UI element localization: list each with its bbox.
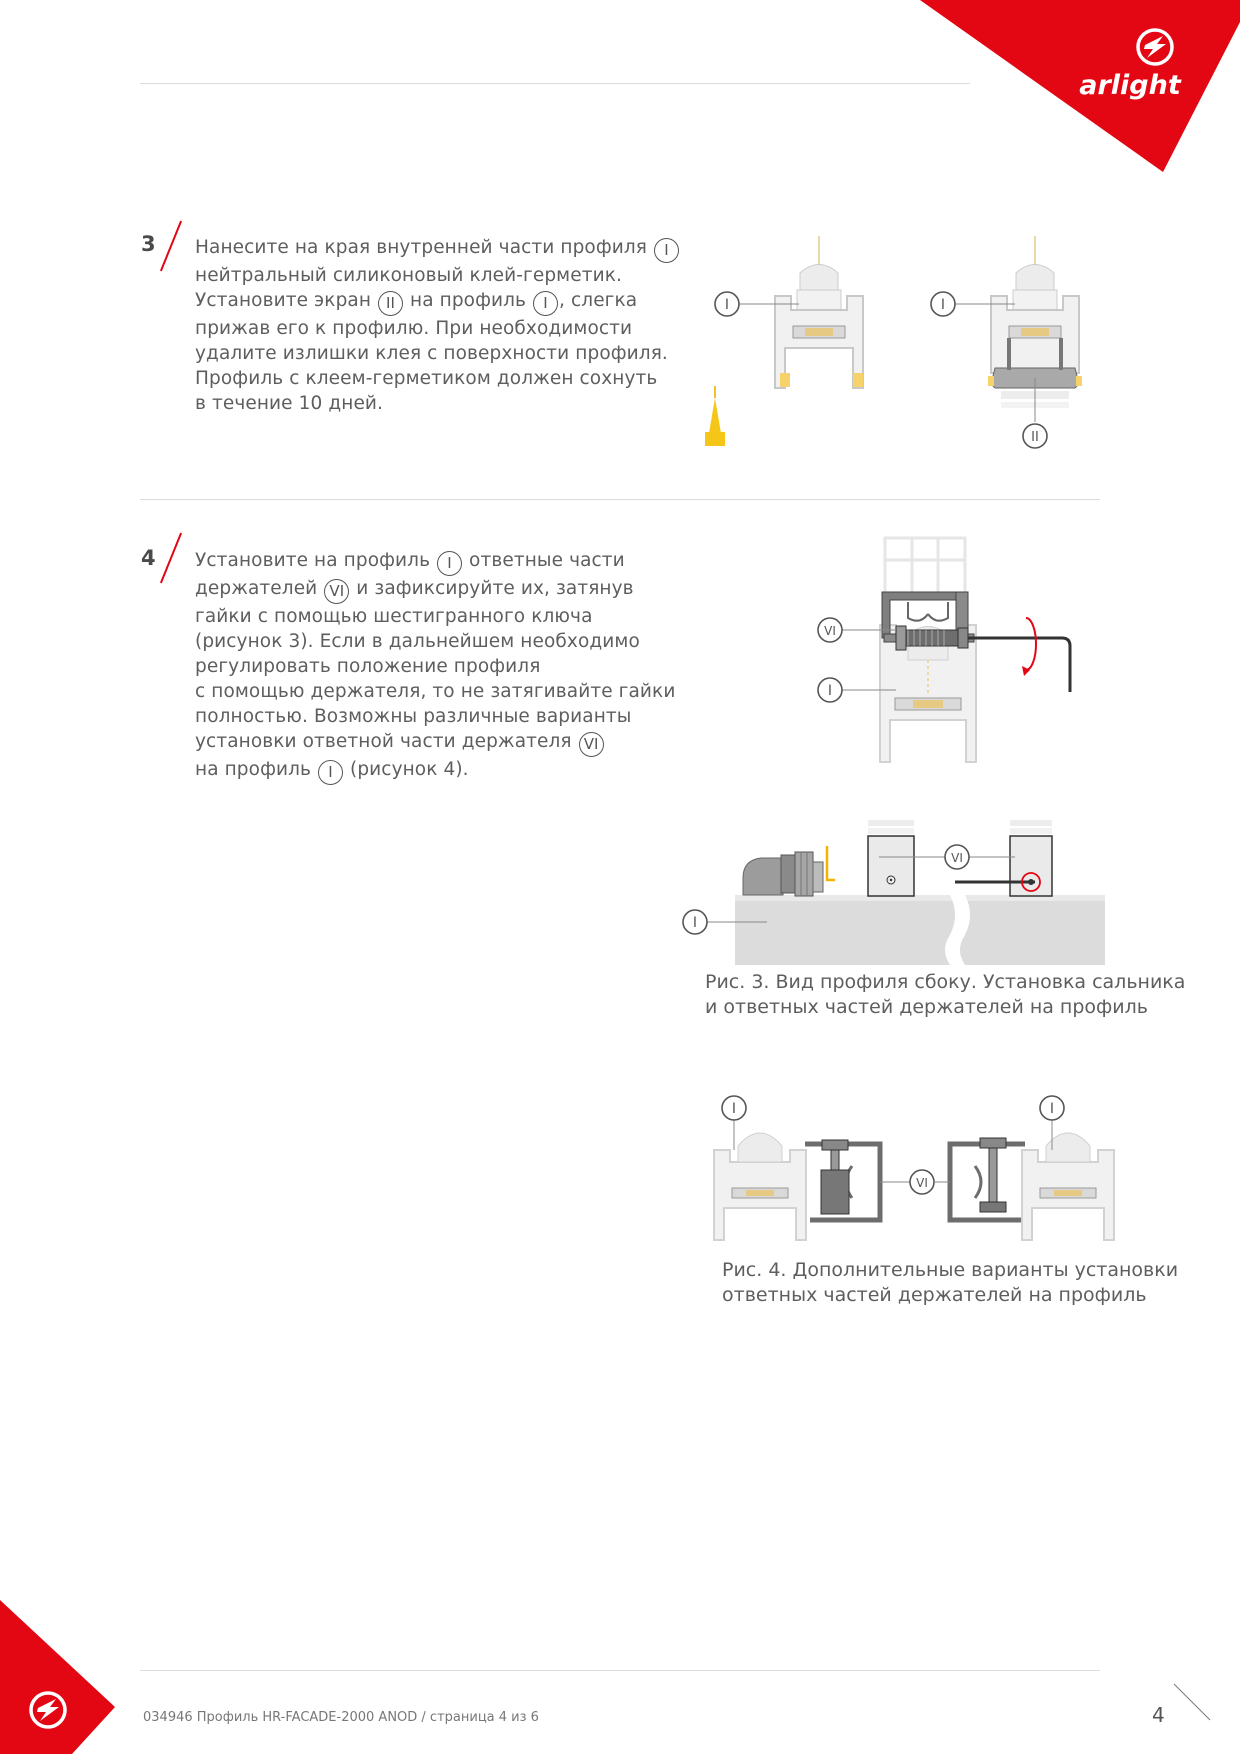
instruction-text: (рисунок 4). bbox=[344, 759, 469, 780]
profile-cross-section-after bbox=[955, 236, 1082, 422]
svg-text:I: I bbox=[724, 297, 730, 313]
instruction-text: гайки с помощью шестигранного ключа bbox=[195, 606, 593, 627]
holder-mounting-diagram bbox=[810, 530, 1090, 770]
footer-divider bbox=[140, 1670, 1100, 1671]
instruction-text: с помощью держателя, то не затягивайте гайки bbox=[195, 681, 676, 702]
part-reference-badge: II bbox=[378, 291, 403, 316]
sealant-tube-icon bbox=[705, 386, 725, 446]
part-reference-badge: I bbox=[437, 551, 462, 576]
instruction-text: полностью. Возможны различные варианты bbox=[195, 706, 632, 727]
instruction-text: и зафиксируйте их, затянув bbox=[350, 578, 634, 599]
instruction-line bbox=[195, 757, 675, 785]
label-callout bbox=[818, 678, 842, 702]
part-reference-badge: VI bbox=[324, 579, 349, 604]
svg-text:II: II bbox=[1031, 430, 1039, 445]
svg-text:I: I bbox=[1049, 1101, 1055, 1117]
instruction-text: (рисунок 3). Если в дальнейшем необходимо bbox=[195, 631, 640, 652]
caption-line: Рис. 3. Вид профиля сбоку. Установка сальника bbox=[705, 971, 1186, 993]
instruction-line bbox=[195, 263, 680, 288]
instruction-text: установки ответной части держателя bbox=[195, 731, 578, 752]
figure-3-caption bbox=[705, 970, 1185, 1020]
instruction-line bbox=[195, 288, 680, 316]
part-reference-badge: I bbox=[533, 291, 558, 316]
instruction-line bbox=[195, 576, 675, 604]
caption-line: ответных частей держателей на профиль bbox=[722, 1284, 1147, 1306]
profile-cross-section-before bbox=[739, 236, 863, 388]
label-callout bbox=[1040, 1096, 1064, 1120]
instruction-line bbox=[195, 679, 675, 704]
instruction-text: регулировать положение профиля bbox=[195, 656, 541, 677]
part-reference-badge: I bbox=[318, 760, 343, 785]
cable-gland-icon bbox=[743, 852, 823, 896]
step-3-instructions bbox=[195, 235, 680, 416]
logo-text: arlight bbox=[1079, 70, 1181, 101]
instruction-line bbox=[195, 729, 675, 757]
instruction-line bbox=[195, 704, 675, 729]
step-3-diagram bbox=[695, 228, 1095, 458]
part-reference-badge: VI bbox=[579, 732, 604, 757]
page-corner-slash bbox=[1170, 1680, 1215, 1725]
brand-corner-top bbox=[920, 0, 1240, 175]
instruction-text: Нанесите на края внутренней части профиля bbox=[195, 237, 654, 258]
instruction-line bbox=[195, 366, 680, 391]
step-slash bbox=[160, 221, 182, 272]
svg-text:I: I bbox=[692, 915, 698, 931]
section-divider bbox=[140, 499, 1100, 500]
step-slash bbox=[160, 533, 182, 584]
holder-part-left bbox=[805, 1140, 910, 1220]
instruction-text: прижав его к профилю. При необходимости bbox=[195, 318, 633, 339]
instruction-line bbox=[195, 316, 680, 341]
instruction-text: ответные части bbox=[463, 550, 625, 571]
figure-4-variants bbox=[700, 1090, 1130, 1250]
page-number: 4 bbox=[1152, 1703, 1165, 1727]
instruction-line bbox=[195, 548, 675, 576]
label-callout bbox=[715, 292, 739, 316]
instruction-text: , слегка bbox=[559, 290, 638, 311]
caption-line: Рис. 4. Дополнительные варианты установки bbox=[722, 1259, 1179, 1281]
instruction-line bbox=[195, 629, 675, 654]
figure-4-caption bbox=[722, 1258, 1178, 1308]
instruction-text: нейтральный силиконовый клей-герметик. bbox=[195, 265, 622, 286]
label-callout bbox=[683, 910, 707, 934]
label-callout bbox=[818, 618, 842, 642]
figure-3-side-view bbox=[675, 810, 1115, 970]
caption-line: и ответных частей держателей на профиль bbox=[705, 996, 1148, 1018]
instruction-text: Профиль с клеем-герметиком должен сохнуть bbox=[195, 368, 658, 389]
instruction-text: на профиль bbox=[404, 290, 533, 311]
instruction-line bbox=[195, 604, 675, 629]
profile-left bbox=[714, 1115, 806, 1240]
svg-text:VI: VI bbox=[916, 1176, 928, 1190]
instruction-text: на профиль bbox=[195, 759, 318, 780]
instruction-text: удалите излишки клея с поверхности профиля. bbox=[195, 343, 668, 364]
label-callout bbox=[931, 292, 955, 316]
label-callout bbox=[722, 1096, 746, 1120]
top-divider bbox=[140, 83, 970, 84]
label-callout bbox=[910, 1170, 934, 1194]
svg-text:I: I bbox=[827, 683, 833, 699]
svg-text:VI: VI bbox=[824, 624, 836, 638]
holder-part-right bbox=[934, 1138, 1025, 1220]
footer-doc-info: 034946 Профиль HR-FACADE-2000 ANOD / страница 4 из 6 bbox=[143, 1710, 539, 1725]
profile-right bbox=[1022, 1115, 1114, 1240]
step-number: 4 bbox=[141, 546, 156, 570]
svg-text:VI: VI bbox=[951, 851, 963, 865]
instruction-text: Установите экран bbox=[195, 290, 378, 311]
instruction-text: в течение 10 дней. bbox=[195, 393, 384, 414]
step-4-instructions bbox=[195, 548, 675, 785]
instruction-line bbox=[195, 235, 680, 263]
instruction-line bbox=[195, 341, 680, 366]
label-callout bbox=[1023, 424, 1047, 448]
svg-text:I: I bbox=[940, 297, 946, 313]
instruction-text: Установите на профиль bbox=[195, 550, 437, 571]
instruction-line bbox=[195, 654, 675, 679]
instruction-line bbox=[195, 391, 680, 416]
step-number: 3 bbox=[141, 232, 156, 256]
instruction-text: держателей bbox=[195, 578, 324, 599]
svg-text:I: I bbox=[731, 1101, 737, 1117]
brand-corner-bottom bbox=[0, 1600, 120, 1754]
part-reference-badge: I bbox=[654, 238, 679, 263]
label-callout bbox=[945, 845, 969, 869]
